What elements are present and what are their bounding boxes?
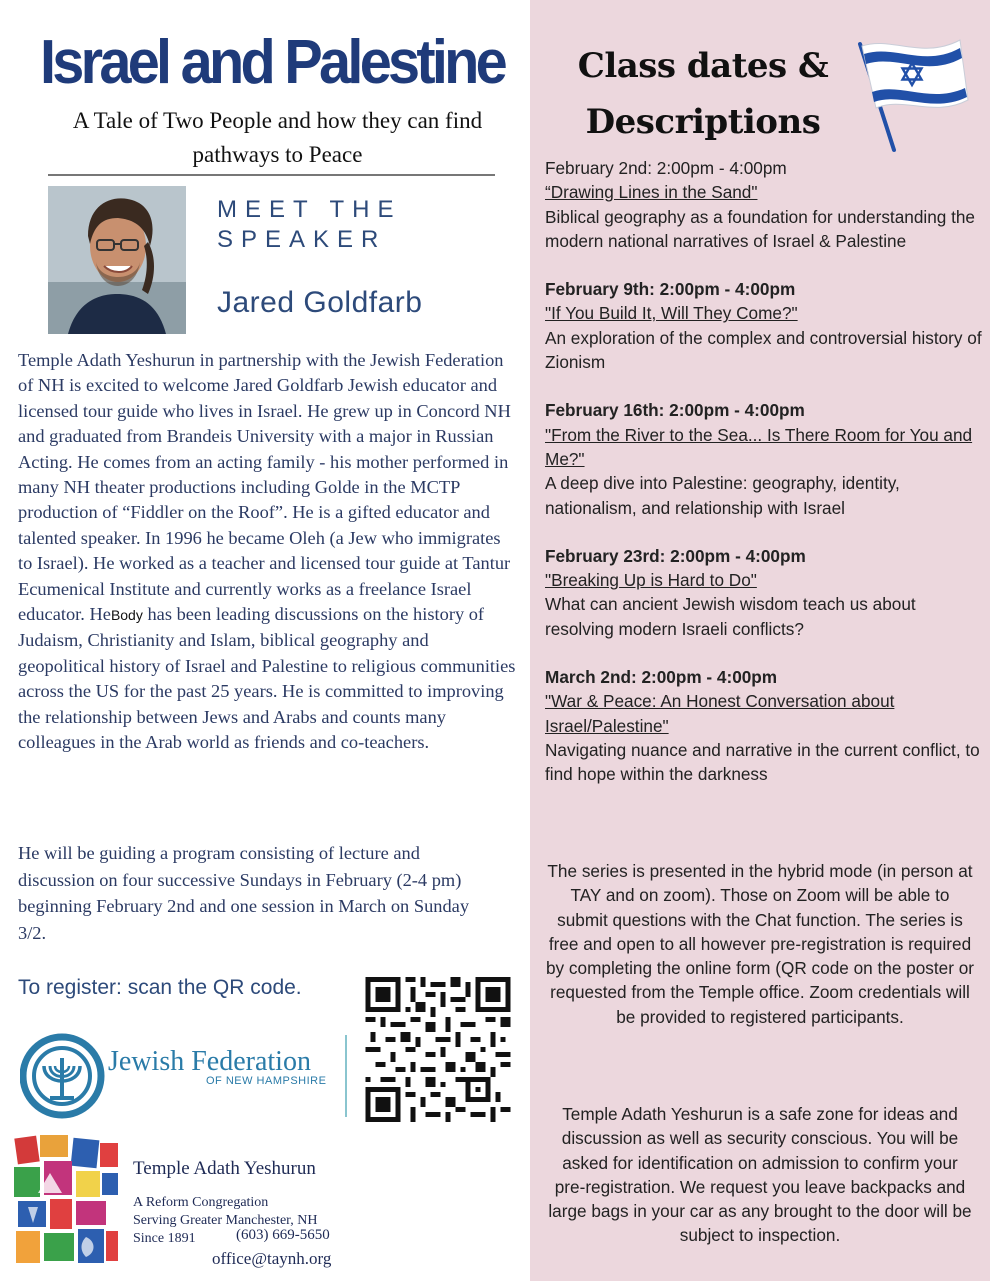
page-subtitle: A Tale of Two People and how they can find pathways to Peace [72, 108, 483, 167]
class-item [545, 398, 985, 519]
class-description: Navigating nuance and narrative in the current conflict, to find hope within the darkness [545, 739, 980, 785]
class-time: 2:00pm - 4:00pm [652, 158, 787, 178]
bio-text-before: Temple Adath Yeshurun in partnership with the Jewish Federation of NH is excited to welcome Jared Goldfarb Jewish educator and licensed tour guide who lives in Israel. He grew up in Concord NH and graduated from Brandeis University with a major in Russian Acting. He comes from an acting family - his mother performed in many NH theater productions including Golde in the MCTP production of “Fiddler on the Roof”. He is a gifted educator and talented speaker. In 1996 he became Oleh (a Jew who immigrates to Israel). He worked as a teacher and licensed tour guide at Tantur Ecumenical Institute and currently works as a freelance Israel educator. He [18, 350, 511, 625]
class-description: A deep dive into Palestine: geography, identity, nationalism, and relationship with Israel [545, 473, 900, 518]
class-dates-heading [568, 38, 838, 150]
register-instruction: To register: scan the QR code. [18, 976, 302, 999]
hybrid-mode-info: The series is presented in the hybrid mode (in person at TAY and on zoom). Those on Zoom will be able to submit questions with the Chat function. The series is free and open to all however pre-registration is required by completing the online form (QR code on the poster or requested from the Temple office. Zoom credentials will be provided to registered participants. [545, 861, 974, 1027]
qr-code-icon[interactable] [364, 977, 512, 1122]
bio-inline-label: Body [110, 607, 143, 624]
class-date: February 23rd: 2:00pm - 4:00pm [545, 545, 806, 566]
page-title: Israel and Palestine [40, 28, 505, 97]
class-title[interactable]: "If You Build It, Will They Come?" [545, 303, 798, 324]
class-title[interactable]: "Breaking Up is Hard to Do" [545, 570, 757, 591]
class-description: What can ancient Jewish wisdom teach us about resolving modern Israeli conflicts? [545, 594, 916, 639]
jewish-federation-name: Jewish Federation [108, 1046, 311, 1077]
security-info: Temple Adath Yeshurun is a safe zone for ideas and discussion as well as security conscious. You will be asked for identification on admission to confirm your pre-registration. We request you leave backpacks and large bags in your car as any brought to the door will be subject to inspection. [548, 1104, 972, 1246]
class-date: February 16th: 2:00pm - 4:00pm [545, 400, 805, 421]
temple-logo-icon [10, 1133, 122, 1273]
program-description: He will be guiding a program consisting of lecture and discussion on four successive Sundays in February (2-4 pm) beginning February 2nd and one session in March on Sunday 3/2. [18, 843, 470, 943]
meet-the-speaker-label [217, 195, 401, 255]
temple-name: Temple Adath Yeshurun [133, 1158, 316, 1179]
speaker-name: Jared Goldfarb [217, 286, 423, 319]
class-title[interactable]: "From the River to the Sea... Is There Room for You and Me?" [545, 424, 973, 469]
bio-text-after: has been leading discussions on the history of Judaism, Christianity and Islam, biblical geography and geopolitical history of Israel and Palestine to religious communities across the US for the past 25 years. He is committed to improving the relationship between Jews and Arabs and counts many colleagues in the Arab world as friends and co-teachers. [18, 604, 516, 753]
israel-flag-icon [852, 30, 972, 154]
class-item [545, 544, 985, 641]
class-title[interactable]: "War & Peace: An Honest Conversation about Israel/Palestine" [545, 691, 895, 736]
temple-phone: (603) 669-5650 [236, 1227, 330, 1243]
temple-tagline: A Reform Congregation [133, 1195, 269, 1210]
class-title[interactable]: “Drawing Lines in the Sand" [545, 182, 758, 203]
logo-divider [345, 1035, 347, 1117]
temple-email[interactable]: office@taynh.org [212, 1249, 332, 1268]
class-item [545, 277, 985, 374]
class-date: February 9th: 2:00pm - 4:00pm [545, 279, 796, 300]
speaker-bio [18, 348, 518, 756]
class-item [545, 665, 985, 786]
meet-label-line2: SPEAKER [217, 226, 387, 253]
temple-since: Since 1891 [133, 1231, 196, 1246]
class-description: An exploration of the complex and controversial history of Zionism [545, 327, 982, 373]
class-heading-line1: Class dates & [577, 46, 829, 86]
class-description: Biblical geography as a foundation for understanding the modern national narratives of Israel & Palestine [545, 206, 975, 251]
class-item [545, 156, 985, 253]
title-divider [48, 174, 495, 176]
meet-label-line1: MEET THE [217, 196, 402, 223]
class-heading-line2: Descriptions [585, 102, 821, 142]
class-date: February 2nd: [545, 158, 653, 178]
speaker-portrait-icon [48, 186, 186, 334]
speaker-photo [48, 186, 186, 334]
class-date: March 2nd: 2:00pm - 4:00pm [545, 667, 778, 688]
class-list [545, 156, 985, 811]
jewish-federation-sub: OF NEW HAMPSHIRE [206, 1075, 327, 1087]
temple-service-area: Serving Greater Manchester, NH [133, 1213, 318, 1228]
